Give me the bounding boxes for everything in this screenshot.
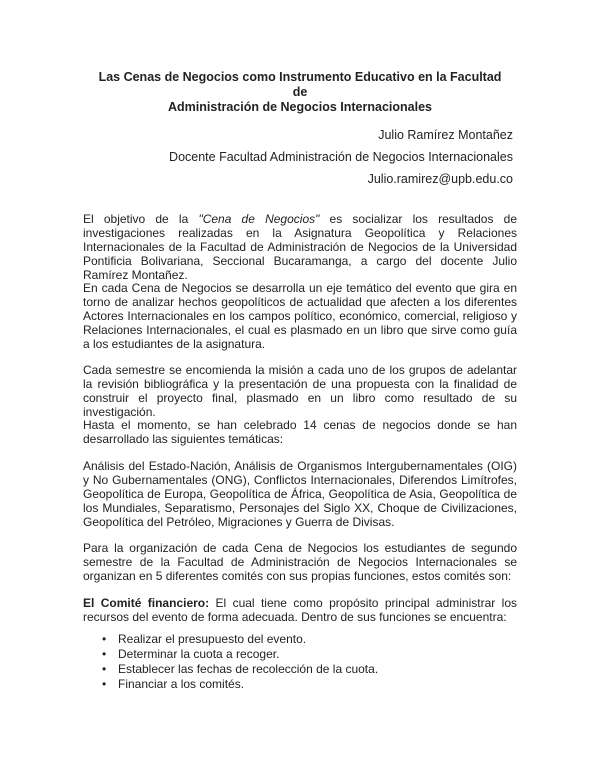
list-item bbox=[83, 677, 378, 692]
list-item bbox=[83, 662, 378, 677]
document-title bbox=[90, 70, 510, 115]
paragraph-objective-italic: "Cena de Negocios" bbox=[198, 212, 320, 226]
list-item bbox=[83, 632, 378, 647]
paragraph-financial-committee bbox=[83, 597, 517, 625]
paragraph-objective-intro: El objetivo de la bbox=[83, 212, 199, 226]
bullet-icon: • bbox=[102, 632, 107, 646]
title-line-1: Las Cenas de Negocios como Instrumento Educativo en la Facultad de bbox=[98, 70, 502, 99]
list-item bbox=[83, 647, 378, 662]
paragraph-dinners-count: Hasta el momento, se han celebrado 14 cenas de negocios donde se han desarrollado las siguientes temáticas: bbox=[83, 418, 517, 446]
financial-functions-list bbox=[83, 632, 378, 692]
list-item-text: Realizar el presupuesto del evento. bbox=[118, 632, 307, 646]
paragraph-organization: Para la organización de cada Cena de Negocios los estudiantes de segundo semestre de la Facultad de Administración de Negocios Internacionales se organizan en 5 diferentes comités con sus propias funciones, estos comités son: bbox=[83, 541, 517, 583]
author-email: Julio.ramirez@upb.edu.co bbox=[367, 172, 513, 186]
bullet-icon: • bbox=[102, 647, 107, 661]
title-line-2: Administración de Negocios Internacionales bbox=[168, 100, 432, 114]
list-item-text: Determinar la cuota a recoger. bbox=[118, 647, 280, 661]
financial-committee-description: El cual tiene como propósito principal administrar los recursos del evento de forma adecuada. Dentro de sus funciones se encuentra: bbox=[83, 596, 517, 624]
bullet-icon: • bbox=[102, 677, 107, 691]
bullet-icon: • bbox=[102, 662, 107, 676]
paragraph-objective-rest: es socializar los resultados de investigaciones realizadas en la Asignatura Geopolítica y Relaciones Internacionales de la Facultad de Administración de Negocios de la Universidad Pontificia Bolivariana, Seccional Bucaramanga, a cargo del docente Julio Ramírez Montañez. bbox=[83, 212, 517, 282]
paragraph-objective bbox=[83, 213, 517, 283]
paragraph-thematic-axis: En cada Cena de Negocios se desarrolla un eje temático del evento que gira en torno de analizar hechos geopolíticos de actualidad que afecten a los diferentes Actores Internacionales en los campos político, económico, comercial, religioso y Relaciones Internacionales, el cual es plasmado en un libro que sirve como guía a los estudiantes de la asignatura. bbox=[83, 281, 517, 351]
financial-committee-label: El Comité financiero: bbox=[83, 596, 210, 610]
list-item-text: Establecer las fechas de recolección de la cuota. bbox=[118, 662, 379, 676]
author-name: Julio Ramírez Montañez bbox=[378, 128, 513, 142]
paragraph-topics: Análisis del Estado-Nación, Análisis de Organismos Intergubernamentales (OIG) y No Gubernamentales (ONG), Conflictos Internacionales, Diferendos Limítrofes, Geopolítica de Europa, Geopolítica de África, Geopolítica de Asia, Geopolítica de los Mundiales, Separatismo, Personajes del Siglo XX, Choque de Civilizaciones, Geopolítica del Petróleo, Migraciones y Guerra de Divisas. bbox=[83, 459, 517, 529]
list-item-text: Financiar a los comités. bbox=[118, 677, 245, 691]
author-position: Docente Facultad Administración de Negocios Internacionales bbox=[169, 150, 513, 164]
paragraph-mission: Cada semestre se encomienda la misión a cada uno de los grupos de adelantar la revisión bibliográfica y la presentación de una propuesta con la finalidad de construir el proyecto final, plasmado en un libro como resultado de su investigación. bbox=[83, 363, 517, 419]
